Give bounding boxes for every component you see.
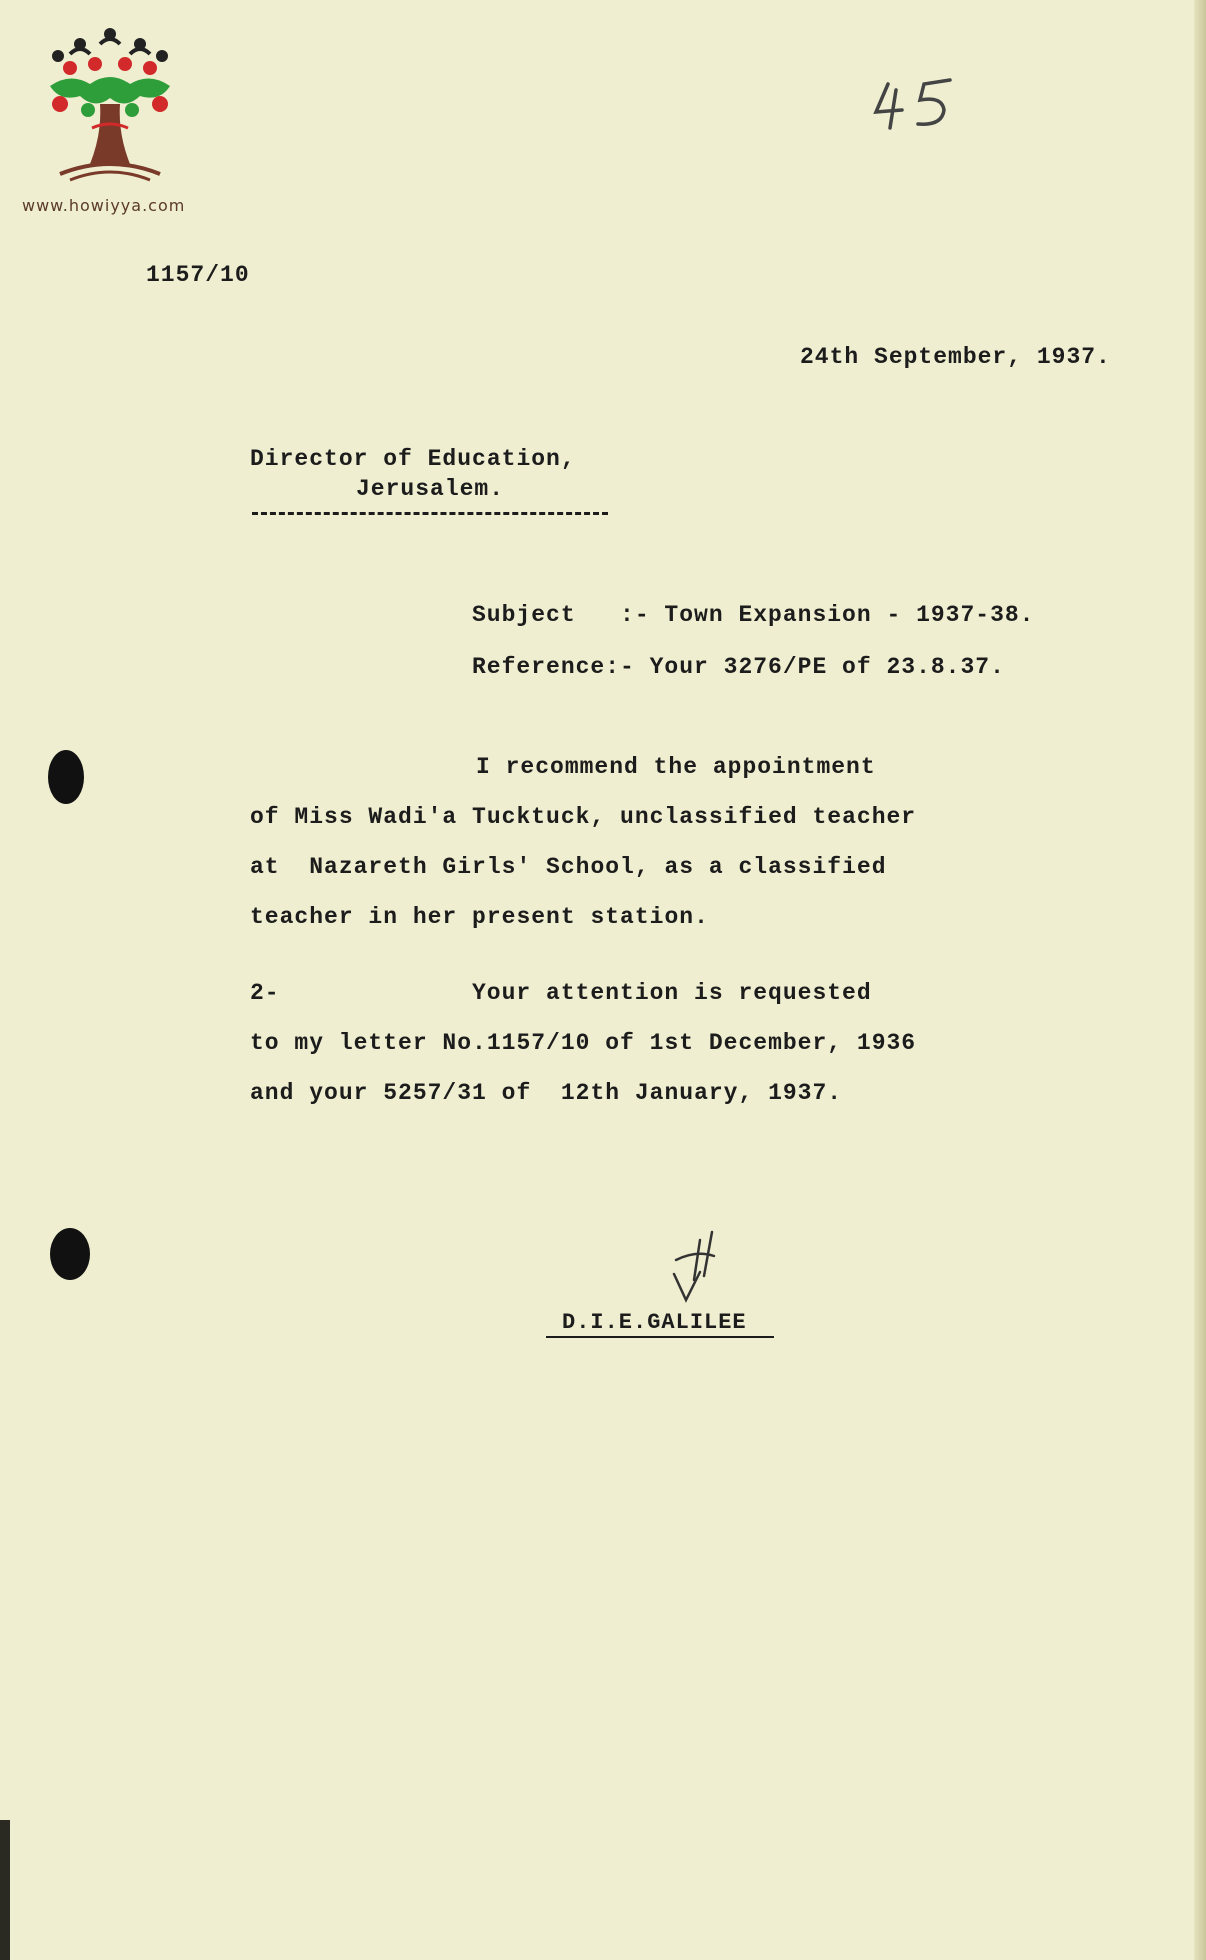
- family-tree-logo-icon: [30, 24, 190, 194]
- page-edge: [1194, 0, 1206, 1960]
- paragraph-1-line-3: at Nazareth Girls' School, as a classified: [250, 854, 887, 880]
- subject-line: Subject :- Town Expansion - 1937-38.: [472, 602, 1035, 628]
- signatory-underline: [546, 1336, 774, 1338]
- paragraph-1-line-1: I recommend the appointment: [476, 754, 876, 780]
- paragraph-1-line-2: of Miss Wadi'a Tucktuck, unclassified teacher: [250, 804, 917, 830]
- letter-date: 24th September, 1937.: [800, 344, 1111, 370]
- paragraph-1-line-4: teacher in her present station.: [250, 904, 709, 930]
- punch-hole-lower: [50, 1228, 90, 1280]
- addressee-line-2: Jerusalem.: [356, 476, 505, 502]
- file-number: 1157/10: [146, 262, 250, 288]
- punch-hole-upper: [48, 750, 84, 804]
- paragraph-2-line-3: and your 5257/31 of 12th January, 1937.: [250, 1080, 843, 1106]
- paragraph-2-line-2: to my letter No.1157/10 of 1st December, 1936: [250, 1030, 917, 1056]
- signature-initials: [660, 1228, 740, 1308]
- handwritten-page-number: [872, 74, 972, 138]
- paragraph-2-number: 2-: [250, 980, 280, 1006]
- page-edge-dark: [0, 1820, 10, 1960]
- paragraph-2-line-1: Your attention is requested: [472, 980, 872, 1006]
- reference-line: Reference:- Your 3276/PE of 23.8.37.: [472, 654, 1005, 680]
- addressee-underline: [252, 512, 608, 515]
- logo-caption: www.howiyya.com: [22, 196, 186, 215]
- signatory: D.I.E.GALILEE: [562, 1310, 747, 1335]
- addressee-line-1: Director of Education,: [250, 446, 576, 472]
